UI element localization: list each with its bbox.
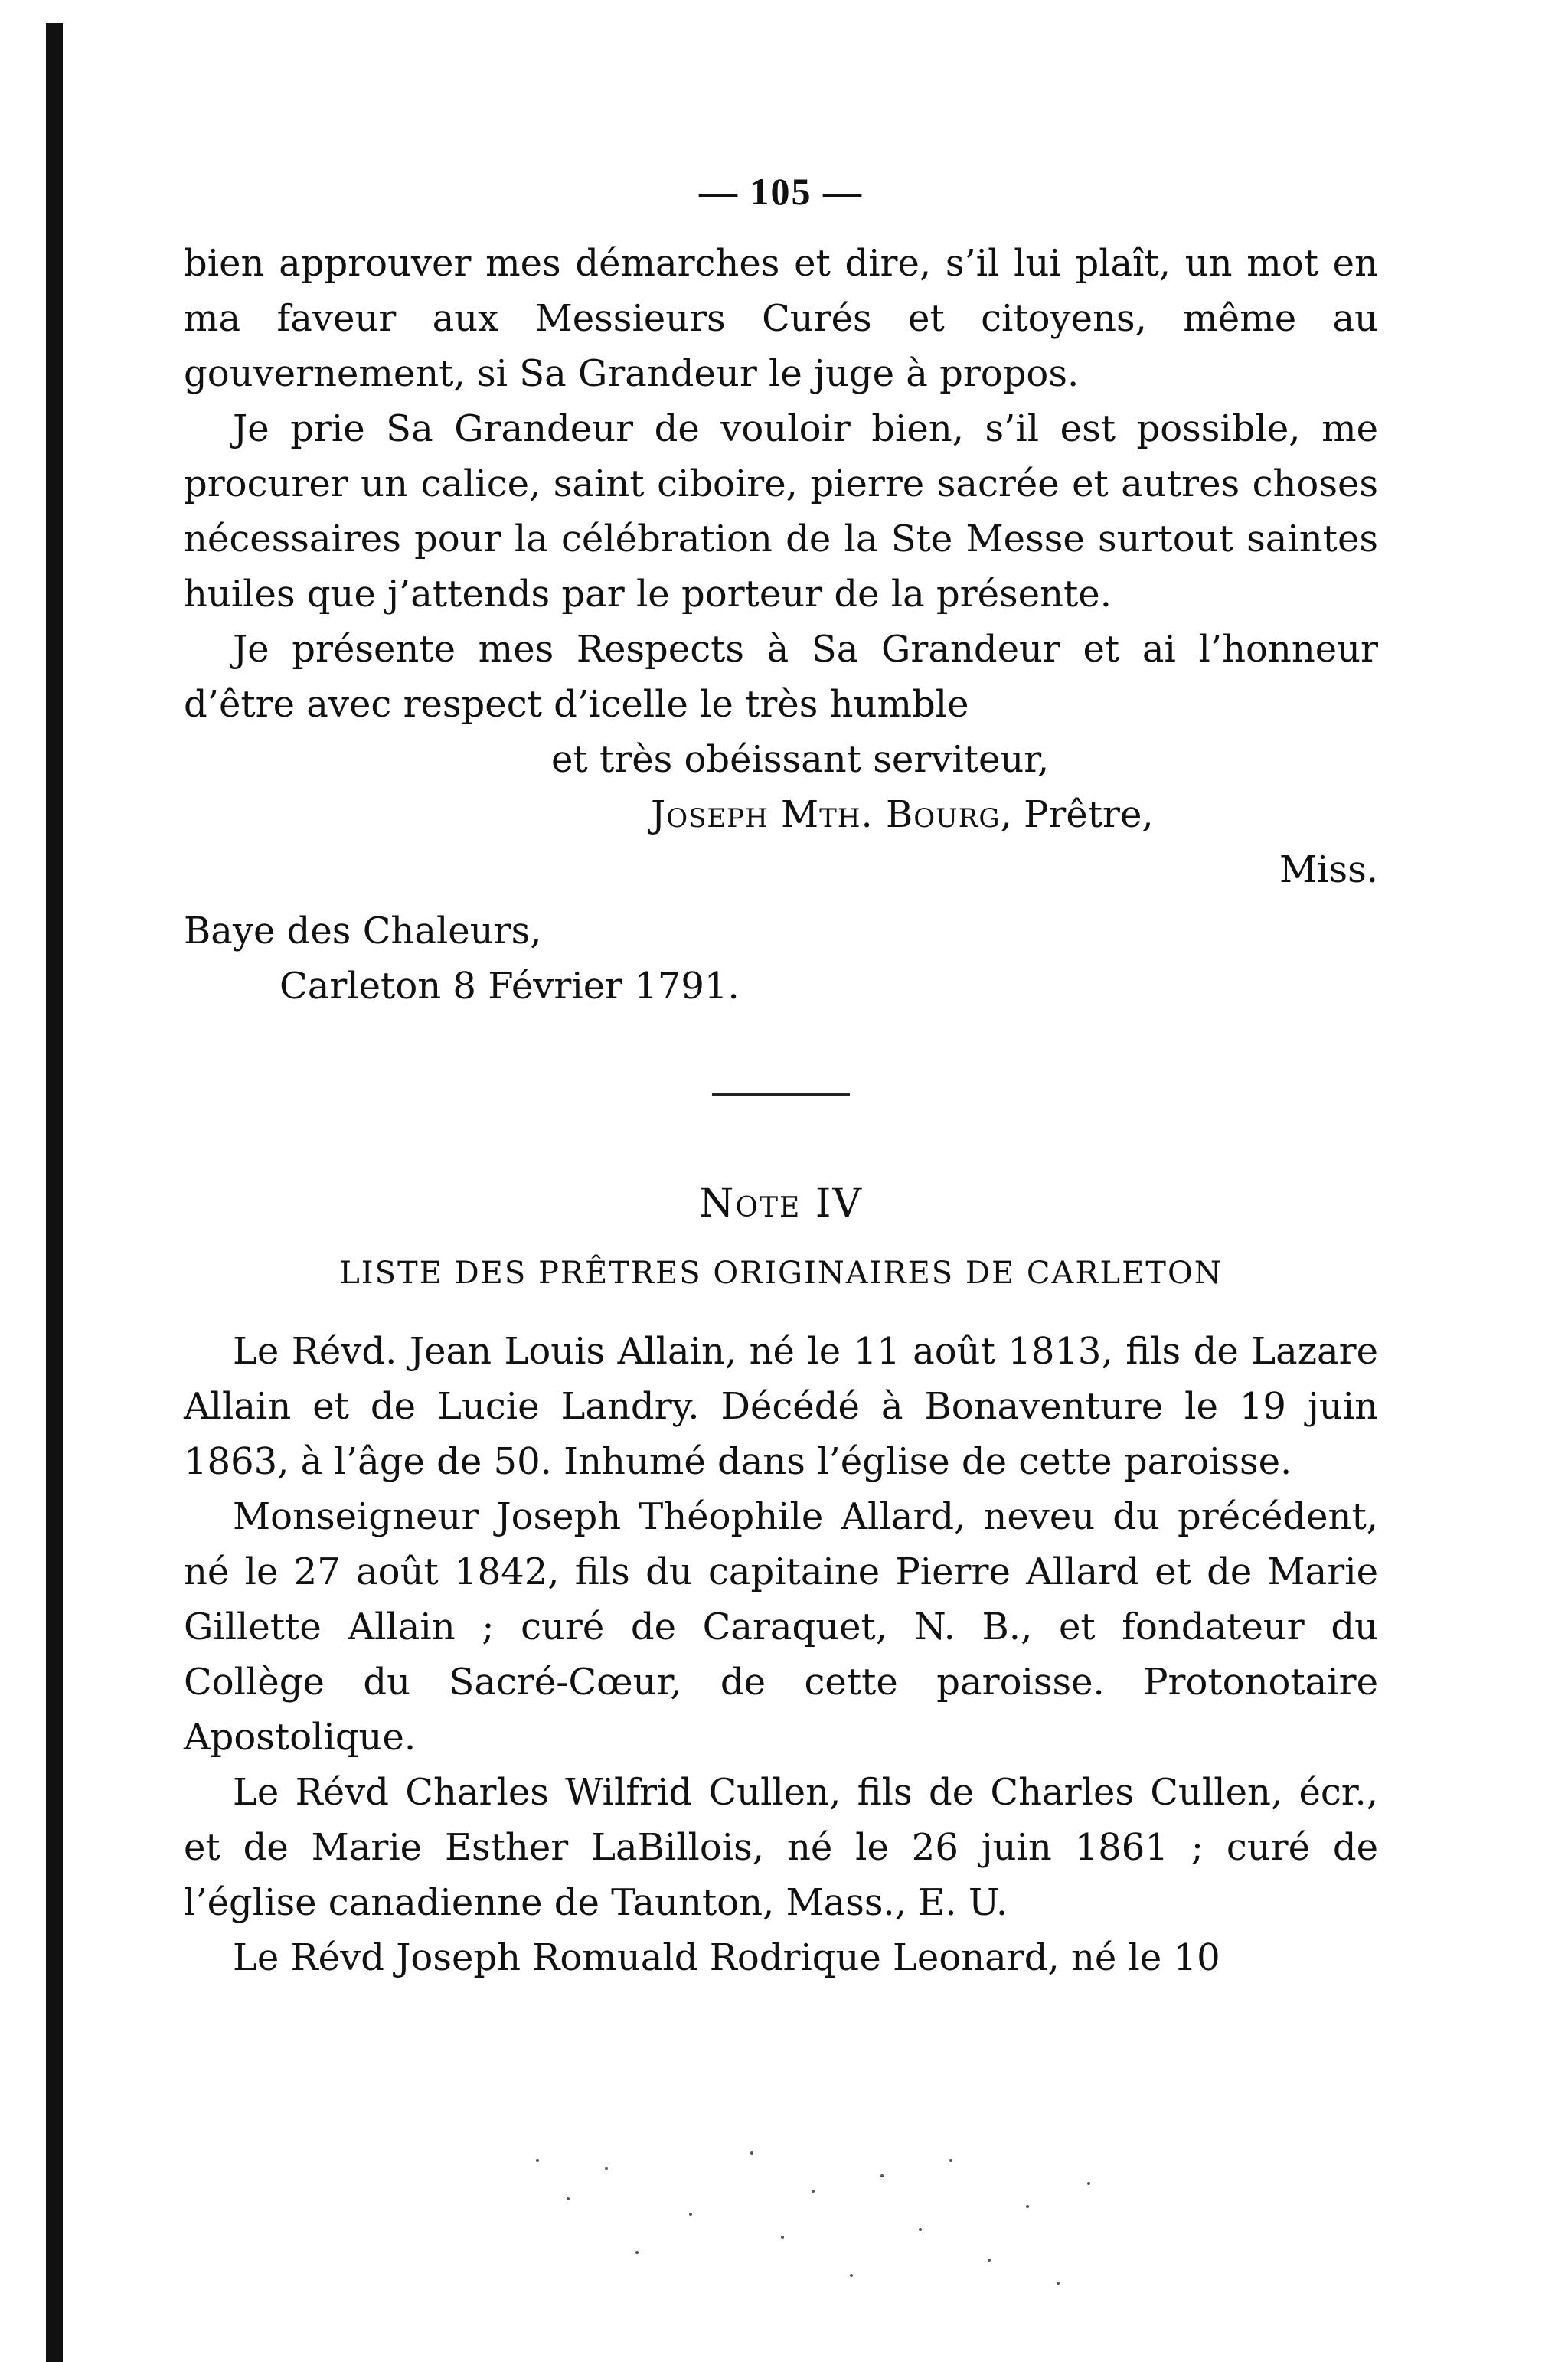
binding-edge <box>46 23 63 2362</box>
speck <box>988 2259 991 2262</box>
signature-title: Miss. <box>1279 848 1378 891</box>
letter-date: Carleton 8 Février 1791. <box>279 965 740 1008</box>
letter-body <box>184 236 1378 1014</box>
speck <box>919 2228 922 2231</box>
speck <box>1026 2205 1029 2208</box>
speck <box>689 2213 692 2216</box>
section-divider <box>712 1093 850 1096</box>
letter-place: Baye des Chaleurs, <box>184 910 542 952</box>
speck <box>880 2174 884 2177</box>
speck <box>812 2190 815 2193</box>
speck <box>605 2167 608 2170</box>
speck <box>1087 2182 1090 2185</box>
note-entry-4: Le Révd Joseph Romuald Rodrique Leonard, né le 10 <box>233 1936 1220 1979</box>
speck <box>1057 2282 1060 2285</box>
speck <box>536 2159 539 2162</box>
speck <box>949 2159 952 2162</box>
note-entry-3: Le Révd Charles Wilfrid Cullen, fils de Charles Cullen, écr., et de Marie Esther LaBillois, né le 26 juin 1861 ; curé de l’église canadienne de Taunton, Mass., E. U. <box>184 1771 1378 1924</box>
note-heading: Note IV <box>699 1181 863 1227</box>
speck <box>850 2274 853 2277</box>
letter-paragraph-1: bien approuver mes démarches et dire, s’il lui plaît, un mot en ma faveur aux Messieurs Curés et citoyens, même au gouvernement, si Sa Grandeur le juge à propos. <box>184 242 1378 395</box>
signature <box>184 787 1378 842</box>
signature-name: Joseph Mth. Bourg <box>651 793 1001 836</box>
speck <box>781 2236 784 2239</box>
bleed-through-specks <box>521 2136 1118 2305</box>
note-entry-2: Monseigneur Joseph Théophile Allard, neveu du précédent, né le 27 août 1842, fils du capitaine Pierre Allard et de Marie Gillette Allain ; curé de Caraquet, N. B., et fondateur du Collège du Sacré-Cœur, de cette paroisse. Protonotaire Apostolique. <box>184 1495 1378 1759</box>
letter-paragraph-3: Je présente mes Respects à Sa Grandeur et ai l’honneur d’être avec respect d’icelle le très humble <box>184 628 1378 726</box>
speck <box>567 2197 570 2200</box>
book-page <box>184 168 1378 1985</box>
note-entry-1: Le Révd. Jean Louis Allain, né le 11 août 1813, fils de Lazare Allain et de Lucie Landry. Décédé à Bonaventure le 19 juin 1863, à l’âge de 50. Inhumé dans l’église de cette paroisse. <box>184 1330 1378 1483</box>
letter-paragraph-2: Je prie Sa Grandeur de vouloir bien, s’il est possible, me procurer un calice, saint ciboire, pierre sacrée et autres choses nécessaires pour la célébration de la Ste Messe surtout saintes huiles que j’attends par le porteur de la présente. <box>184 407 1378 616</box>
letter-closing: et très obéissant serviteur, <box>551 738 1050 781</box>
speck <box>750 2151 753 2155</box>
note-section <box>184 1177 1378 1985</box>
page-number: — 105 — <box>699 170 863 213</box>
signature-role: , Prêtre, <box>1000 793 1154 836</box>
list-heading: LISTE DES PRÊTRES ORIGINAIRES DE CARLETON <box>339 1256 1223 1291</box>
speck <box>635 2251 639 2254</box>
